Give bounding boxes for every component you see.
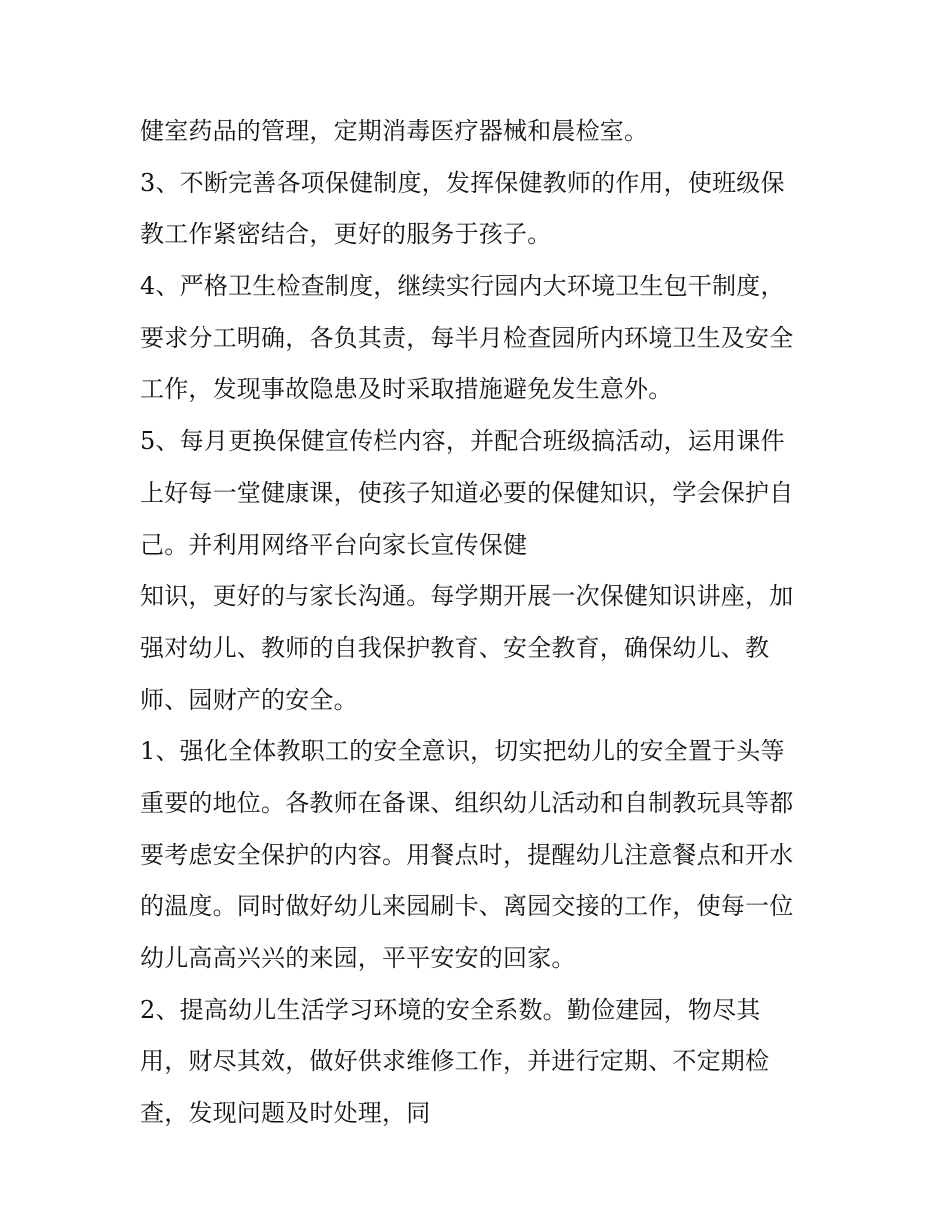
text-line: 用，财尽其效，做好供求维修工作，并进行定期、不定期检 xyxy=(140,1047,770,1076)
text-line: 要考虑安全保护的内容。用餐点时，提醒幼儿注意餐点和开水 xyxy=(140,840,794,869)
text-line: 强对幼儿、教师的自我保护教育、安全教育，确保幼儿、教 xyxy=(140,633,770,662)
document-body xyxy=(140,106,820,1140)
text-line: 教工作紧密结合，更好的服务于孩子。 xyxy=(140,220,552,249)
text-line: 健室药品的管理，定期消毒医疗器械和晨检室。 xyxy=(140,117,649,145)
text-line: 5、每月更换保健宣传栏内容，并配合班级搞活动，运用课件 xyxy=(140,427,785,456)
text-line: 的温度。同时做好幼儿来园刷卡、离园交接的工作，使每一位 xyxy=(140,892,794,921)
text-line: 查，发现问题及时处理，同 xyxy=(140,1099,431,1128)
text-line: 4、严格卫生检查制度，继续实行园内大环境卫生包干制度， xyxy=(140,272,785,301)
text-line: 师、园财产的安全。 xyxy=(140,685,358,714)
text-line: 重要的地位。各教师在备课、组织幼儿活动和自制教玩具等都 xyxy=(140,788,794,817)
text-line: 要求分工明确，各负其责，每半月检查园所内环境卫生及安全 xyxy=(140,323,794,352)
text-line: 知识，更好的与家长沟通。每学期开展一次保健知识讲座，加 xyxy=(140,582,794,611)
text-line: 幼儿高高兴兴的来园，平平安安的回家。 xyxy=(140,944,576,972)
text-line: 工作，发现事故隐患及时采取措施避免发生意外。 xyxy=(140,375,673,404)
text-line: 2、提高幼儿生活学习环境的安全系数。勤俭建园，物尽其 xyxy=(140,995,761,1024)
text-line: 上好每一堂健康课，使孩子知道必要的保健知识，学会保护自 xyxy=(140,478,794,507)
text-line: 1、强化全体教职工的安全意识，切实把幼儿的安全置于头等 xyxy=(140,737,785,766)
text-line: 己。并利用网络平台向家长宣传保健 xyxy=(140,530,528,559)
text-line: 3、不断完善各项保健制度，发挥保健教师的作用，使班级保 xyxy=(140,168,785,197)
